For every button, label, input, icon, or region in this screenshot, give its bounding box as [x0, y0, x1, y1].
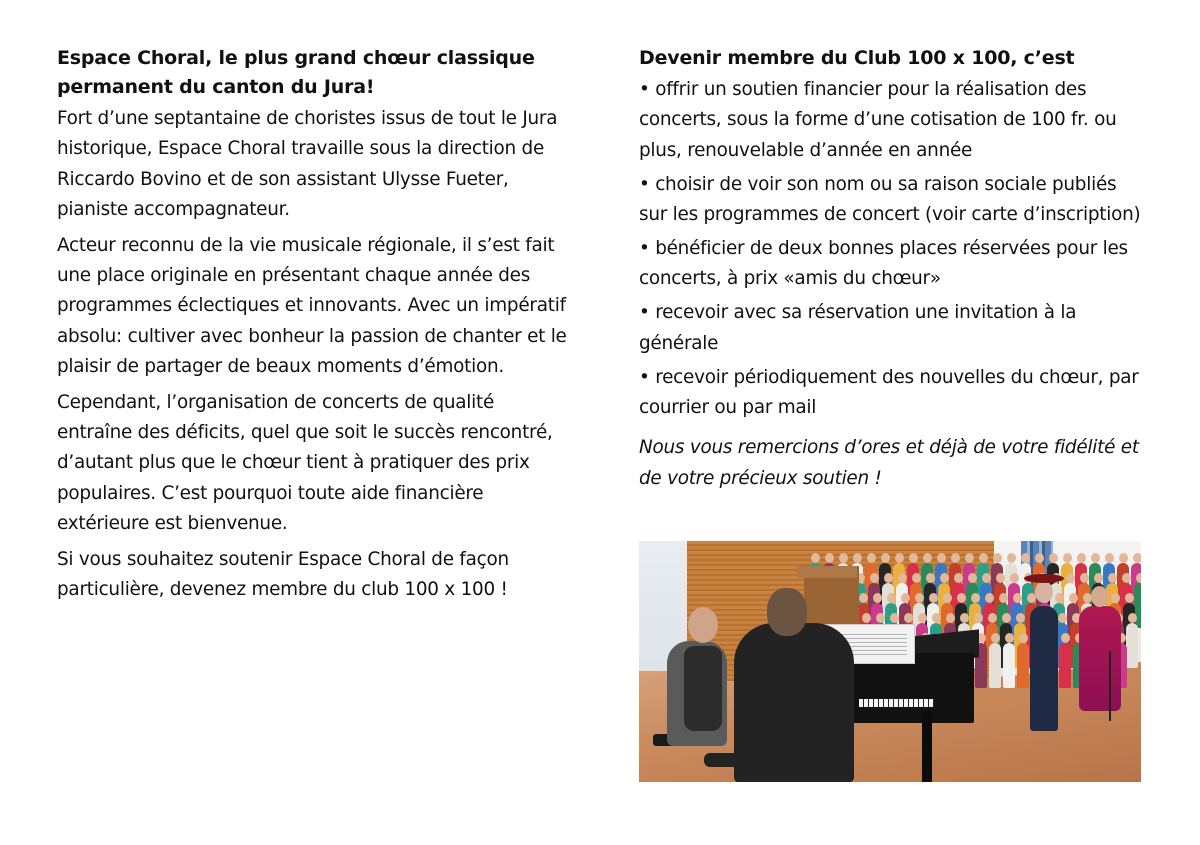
choir-singer-head: [1019, 633, 1028, 643]
choir-singer-head: [811, 553, 820, 563]
photo-music-stand: [1109, 651, 1137, 721]
choir-singer-head: [839, 553, 848, 563]
choir-singer-head: [870, 573, 879, 583]
choir-singer-head: [1094, 573, 1103, 583]
left-column: [57, 44, 567, 611]
choir-singer-head: [887, 593, 896, 603]
choir-singer-head: [1133, 553, 1142, 563]
choir-singer-head: [1021, 553, 1030, 563]
choir-singer-head: [1007, 553, 1016, 563]
choir-singer: [989, 643, 1001, 688]
choir-singer-head: [1002, 613, 1011, 623]
left-heading: Espace Choral, le plus grand chœur classique permanent du canton du Jura!: [57, 47, 535, 98]
choir-singer-head: [876, 613, 885, 623]
choir-singer-head: [1027, 593, 1036, 603]
choir-singer-head: [1125, 593, 1134, 603]
choir-singer-head: [1080, 573, 1089, 583]
photo-page-turner-vest: [684, 646, 722, 731]
choir-singer-head: [1016, 613, 1025, 623]
right-column: [639, 44, 1149, 494]
thanks-note: Nous vous remercions d’ores et déjà de votre fidélité et de votre précieux soutien !: [639, 437, 1139, 489]
choir-singer-head: [1066, 573, 1075, 583]
choir-singer-head: [1058, 613, 1067, 623]
choir-singer-head: [1128, 613, 1137, 623]
choir-singer-head: [1005, 633, 1014, 643]
choir-singer-head: [996, 573, 1005, 583]
choir-singer-head: [1013, 593, 1022, 603]
choir-singer-head: [1111, 593, 1120, 603]
choir-singer-head: [1010, 573, 1019, 583]
photo-pianist-head: [767, 588, 807, 636]
choir-singer-head: [918, 613, 927, 623]
choir-singer-head: [915, 593, 924, 603]
choir-singer-head: [890, 613, 899, 623]
benefit-item: • recevoir avec sa réservation une invitation à la générale: [639, 302, 1077, 354]
choir-singer-head: [1077, 553, 1086, 563]
choir-singer-head: [954, 573, 963, 583]
choir-singer-head: [985, 593, 994, 603]
choir-singer-head: [825, 553, 834, 563]
choir-singer-head: [943, 593, 952, 603]
choir-singer-head: [867, 553, 876, 563]
choir-singer-head: [932, 613, 941, 623]
choir-singer-head: [1136, 573, 1142, 583]
benefit-item: • choisir de voir son nom ou sa raison sociale publiés sur les programmes de concert (voir carte d’inscription): [639, 173, 1141, 226]
choir-singer-head: [1055, 593, 1064, 603]
choir-singer-head: [1063, 553, 1072, 563]
choir-singer: [1003, 643, 1015, 688]
choir-singer-head: [937, 553, 946, 563]
choir-singer-head: [884, 573, 893, 583]
choir-singer-head: [881, 553, 890, 563]
paragraph-regional-actor: Acteur reconnu de la vie musicale régionale, il s’est fait une place originale en présentant chaque année des programmes éclectiques et innovants. Avec un impératif absolu: cultiver avec bonheur la passion de chanter et le plaisir de partager de beaux moments d’émotion.: [57, 234, 567, 378]
photo-piano-keys: [859, 699, 934, 707]
choir-singer-head: [901, 593, 910, 603]
choir-singer-head: [873, 593, 882, 603]
choir-singer-head: [1091, 553, 1100, 563]
right-heading: Devenir membre du Club 100 x 100, c’est: [639, 47, 1075, 69]
choir-singer-head: [991, 633, 1000, 643]
choir-singer-head: [974, 613, 983, 623]
paragraph-deficits: Cependant, l’organisation de concerts de qualité entraîne des déficits, quel que soit le succès rencontré, d’autant plus que le chœur tient à pratiquer des prix populaires. C’est pourquoi toute aide financière extérieure est bienvenue.: [57, 391, 553, 535]
choir-singer-head: [929, 593, 938, 603]
choir-singer-head: [1035, 553, 1044, 563]
photo-conductor-head: [1035, 581, 1053, 603]
benefit-item: • recevoir périodiquement des nouvelles du chœur, par courrier ou par mail: [639, 366, 1139, 419]
choir-singer-head: [923, 553, 932, 563]
choir-singer-head: [895, 553, 904, 563]
choir-singer-head: [965, 553, 974, 563]
concert-photo: [639, 541, 1141, 782]
choir-singer-head: [853, 553, 862, 563]
choir-singer-head: [993, 553, 1002, 563]
choir-singer-head: [999, 593, 1008, 603]
choir-singer-head: [951, 553, 960, 563]
choir-singer: [1059, 643, 1071, 688]
choir-singer-head: [1049, 553, 1058, 563]
choir-singer-head: [1108, 573, 1117, 583]
paragraph-call-to-action: Si vous souhaitez soutenir Espace Choral de façon particulière, devenez membre du club 100 x 100 !: [57, 548, 509, 601]
choir-singer-head: [982, 573, 991, 583]
photo-page-turner-head: [688, 607, 718, 643]
choir-singer-head: [1122, 573, 1131, 583]
choir-singer-head: [968, 573, 977, 583]
photo-pianist: [734, 623, 854, 782]
choir-singer-head: [898, 573, 907, 583]
choir-singer-head: [904, 613, 913, 623]
choir-singer-head: [1069, 593, 1078, 603]
choir-singer-head: [988, 613, 997, 623]
choir-singer-head: [912, 573, 921, 583]
choir-singer-head: [1119, 553, 1128, 563]
choir-singer-head: [979, 553, 988, 563]
choir-singer-head: [946, 613, 955, 623]
choir-singer-head: [957, 593, 966, 603]
choir-singer-head: [971, 593, 980, 603]
photo-conductor-hat: [1024, 574, 1064, 583]
photo-conductor: [1030, 606, 1058, 731]
choir-singer-head: [940, 573, 949, 583]
photo-piano-leg: [922, 711, 932, 782]
choir-singer-head: [926, 573, 935, 583]
choir-singer-head: [862, 613, 871, 623]
choir-singer-head: [859, 593, 868, 603]
photo-soloist-head: [1091, 586, 1108, 607]
choir-singer-head: [1105, 553, 1114, 563]
choir-singer-head: [909, 553, 918, 563]
benefit-item: • bénéficier de deux bonnes places réservées pour les concerts, à prix «amis du chœur»: [639, 238, 1128, 290]
choir-singer-head: [1061, 633, 1070, 643]
choir-singer: [1017, 643, 1029, 688]
choir-singer-head: [960, 613, 969, 623]
photo-pulpit-top: [797, 566, 857, 578]
benefit-item: • offrir un soutien financier pour la réalisation des concerts, sous la forme d’une cotisation de 100 fr. ou plus, renouvelable d’année en année: [639, 79, 1117, 161]
paragraph-intro: Fort d’une septantaine de choristes issus de tout le Jura historique, Espace Choral travaille sous la direction de Riccardo Bovino et de son assistant Ulysse Fueter, pianiste accompagnateur.: [57, 108, 558, 221]
